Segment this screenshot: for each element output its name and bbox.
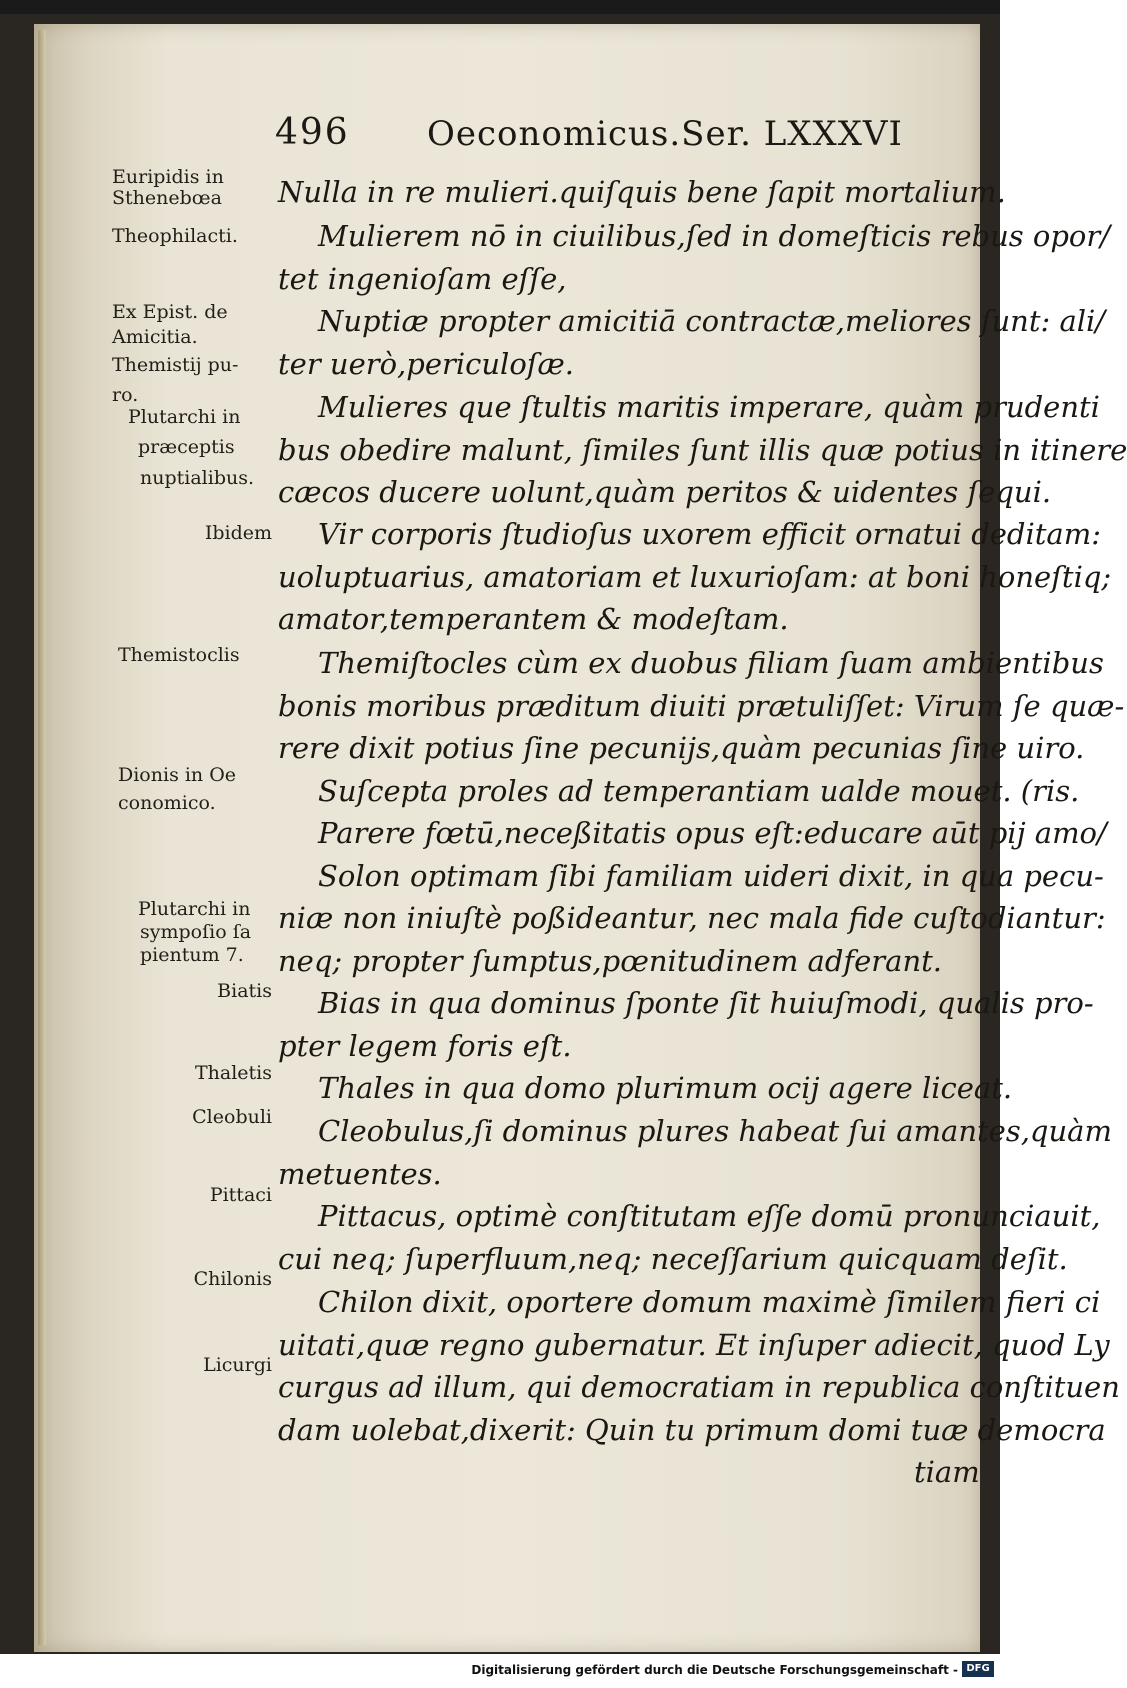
dfg-logo: DFG	[962, 1661, 994, 1677]
text-line: Pittacus, optimè conſtitutam eſſe domū pronunciauit,	[318, 1199, 1101, 1233]
text-line: Nulla in re mulieri.quiſquis bene ſapit mortalium.	[278, 175, 1006, 209]
text-line: cæcos ducere uolunt,quàm peritos & uidentes ſequi.	[278, 475, 1052, 509]
digitization-footer	[0, 1654, 1000, 1688]
text-line: amator,temperantem & modeſtam.	[278, 602, 789, 636]
text-line: pter legem foris eſt.	[278, 1029, 572, 1063]
margin-note: Cleobuli	[192, 1106, 272, 1128]
text-line: Suſcepta proles ad temperantiam ualde mouet. (ris.	[318, 774, 1080, 808]
margin-note: Biatis	[217, 980, 272, 1002]
margin-note: Ex Epist. de	[112, 301, 228, 323]
text-line: Nuptiæ propter amicitiā contractæ,meliores ſunt: ali/	[318, 304, 1106, 338]
margin-note: Theophilacti.	[112, 225, 238, 247]
margin-note: Amicitia.	[112, 326, 198, 348]
text-line: Cleobulus,ſi dominus plures habeat ſui amantes,quàm	[318, 1114, 1112, 1148]
margin-note: Plutarchi in	[138, 898, 251, 920]
text-line: niæ non iniuſtè poßideantur, nec mala fide cuſtodiantur:	[278, 901, 1106, 935]
text-line: curgus ad illum, qui democratiam in republica conſtituen	[278, 1370, 1120, 1404]
text-line: Themiſtocles cùm ex duobus filiam ſuam ambientibus	[318, 646, 1104, 680]
margin-note: pientum 7.	[140, 944, 244, 966]
margin-note: Pittaci	[209, 1184, 272, 1206]
text-line: bonis moribus præditum diuiti prætuliſſet: Virum ſe quæ-	[278, 689, 1125, 723]
text-line: Bias in qua dominus ſponte ſit huiuſmodi, qualis pro-	[318, 986, 1094, 1020]
page-gutter-edge	[38, 30, 46, 1645]
top-border	[0, 0, 1000, 14]
page-header	[275, 112, 915, 162]
text-line: Chilon dixit, oportere domum maximè ſimilem fieri ci	[318, 1285, 1101, 1319]
text-line: Mulierem nō in ciuilibus,ſed in domeſticis rebus opor/	[318, 219, 1111, 253]
text-line: neq; propter ſumptus,pœnitudinem adferant.	[278, 944, 943, 978]
margin-note: Thaletis	[194, 1062, 272, 1084]
funding-credit: Digitalisierung gefördert durch die Deutsche Forschungsgemeinschaft -	[471, 1663, 958, 1677]
margin-note: conomico.	[118, 792, 216, 814]
margin-note: Themistoclis	[118, 644, 240, 666]
text-line: uoluptuarius, amatoriam et luxurioſam: at boni honeſtiq;	[278, 560, 1112, 594]
text-line: Solon optimam ſibi familiam uideri dixit, in qua pecu-	[318, 859, 1104, 893]
running-head: Oeconomicus.Ser. LXXXVI	[427, 114, 903, 154]
text-line: ter uerò,periculoſæ.	[278, 347, 575, 381]
text-line: Parere fœtū,neceßitatis opus eſt:educare aūt pij amo/	[318, 816, 1107, 850]
margin-note: præceptis	[138, 436, 235, 458]
text-line: Thales in qua domo plurimum ocij agere liceat.	[318, 1071, 1013, 1105]
text-line: dam uolebat,dixerit: Quin tu primum domi tuæ democra	[278, 1413, 1106, 1447]
text-line: bus obedire malunt, ſimiles ſunt illis quæ potius in itinere	[278, 433, 1127, 467]
margin-note: Euripidis in	[112, 166, 224, 188]
text-line: rere dixit potius ſine pecunijs,quàm pecunias ſine uiro.	[278, 731, 1085, 765]
margin-note: Chilonis	[193, 1268, 272, 1290]
catchword: tiam	[914, 1455, 980, 1489]
text-line: uitati,quæ regno gubernatur. Et inſuper adiecit, quod Ly	[278, 1328, 1110, 1362]
margin-note: ro.	[112, 384, 139, 406]
text-line: cui neq; ſuperfluum,neq; neceſſarium quicquam deſit.	[278, 1242, 1068, 1276]
page-number: 496	[275, 112, 350, 153]
margin-note: Licurgi	[203, 1354, 272, 1376]
margin-note: Dionis in Oe	[118, 764, 237, 786]
text-line: metuentes.	[278, 1157, 442, 1191]
margin-note: Themistij pu-	[112, 354, 239, 376]
text-line: Vir corporis ſtudioſus uxorem efficit ornatui deditam:	[318, 517, 1101, 551]
margin-note: Ibidem	[204, 522, 272, 544]
margin-note: Plutarchi in	[128, 406, 241, 428]
margin-note: Sthenebœa	[112, 187, 222, 209]
text-line: Mulieres que ſtultis maritis imperare, quàm prudenti	[318, 390, 1100, 424]
margin-note: sympoſio ſa	[140, 921, 252, 943]
text-line: tet ingenioſam eſſe,	[278, 262, 567, 296]
margin-note: nuptialibus.	[140, 467, 255, 489]
